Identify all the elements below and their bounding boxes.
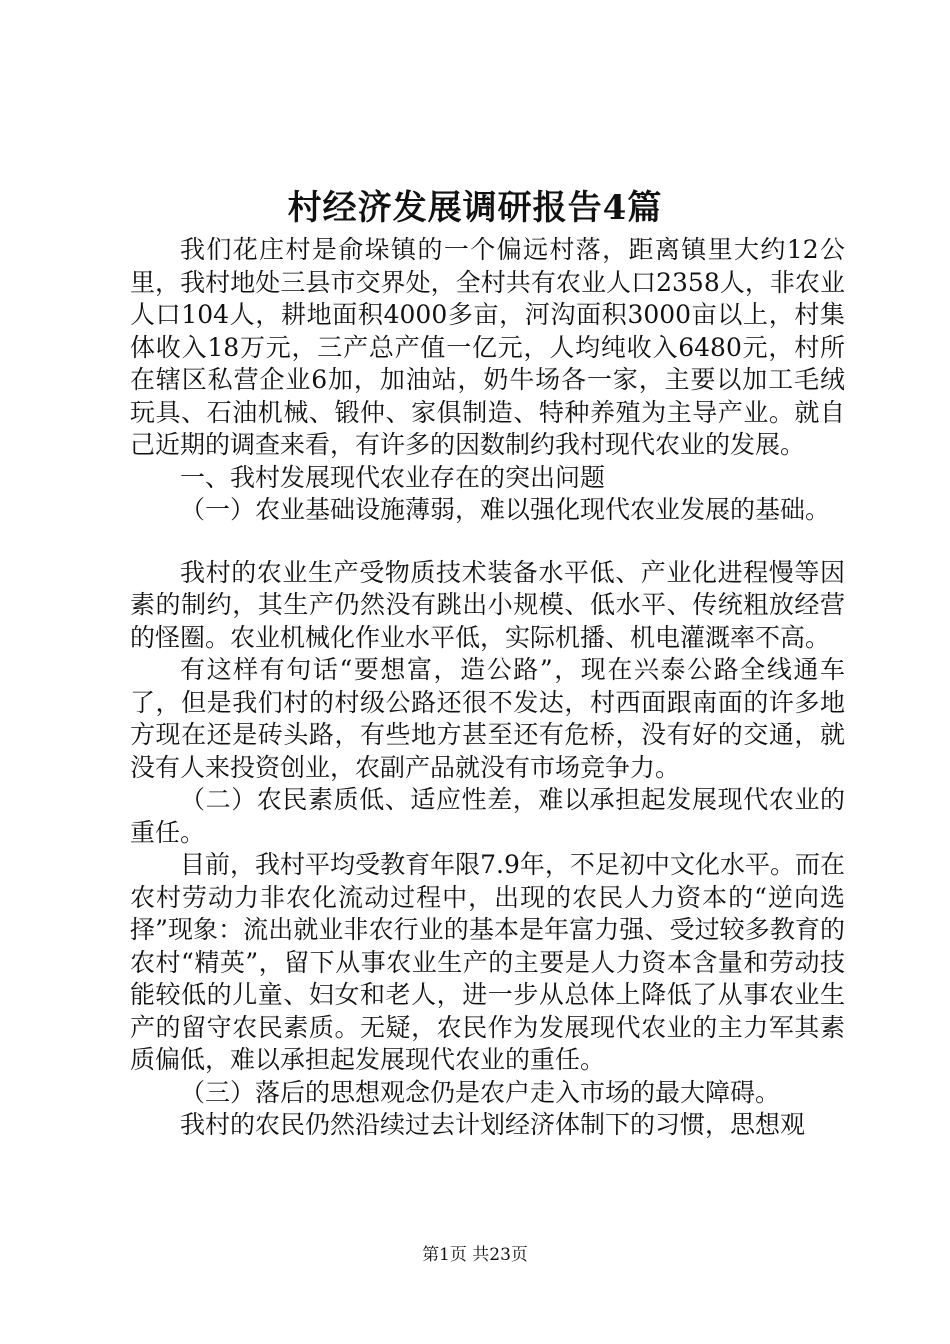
section-heading-1: 一、我村发展现代农业存在的突出问题	[180, 462, 606, 492]
document-title: 村经济发展调研报告4篇	[287, 188, 663, 228]
paragraph-roads: 有这样有句话“要想富，造公路”，现在兴泰公路全线通车了，但是我们村的村级公路还很不发达，村西面跟南面的许多地方现在还是砖头路，有些地方甚至还有危桥，没有好的交通，就没有人来投资创业，农副产品就没有市场竞争力。	[130, 655, 845, 782]
subsection-heading-2: （二）农民素质低、适应性差，难以承担起发展现代农业的重任。	[130, 785, 845, 847]
paragraph-education: 目前，我村平均受教育年限7.9年，不足初中文化水平。而在农村劳动力非农化流动过程中，出现的农民人力资本的“逆向选择”现象：流出就业非农行业的基本是年富力强、受过较多教育的农村“精英”，留下从事农业生产的主要是人力资本含量和劳动技能较低的儿童、妇女和老人，进一步从总体上降低了从事农业生产的留守农民素质。无疑，农民作为发展现代农业的主力军其素质偏低，难以承担起发展现代农业的重任。	[130, 850, 845, 1074]
paragraph-intro: 我们花庄村是俞垛镇的一个偏远村落，距离镇里大约12公里，我村地处三县市交界处，全村共有农业人口2358人，非农业人口104人，耕地面积4000多亩，河沟面积3000亩以上，村集体收入18万元，三产总产值一亿元，人均纯收入6480元，村所在辖区私营企业6加，加油站，奶牛场各一家，主要以加工毛绒玩具、石油机械、锻仲、家俱制造、特种养殖为主导产业。就自己近期的调查来看，有许多的因数制约我村现代农业的发展。	[130, 235, 845, 459]
page-footer: 第1页 共23页	[422, 1245, 528, 1265]
document-body	[130, 234, 845, 1142]
paragraph-infrastructure: 我村的农业生产受物质技术装备水平低、产业化进程慢等因素的制约，其生产仍然没有跳出小规模、低水平、传统粗放经营的怪圈。农业机械化作业水平低，实际机播、机电灌溉率不高。	[130, 557, 845, 652]
subsection-heading-3: （三）落后的思想观念仍是农户走入市场的最大障碍。	[180, 1077, 781, 1107]
subsection-heading-1: （一）农业基础设施薄弱，难以强化现代农业发展的基础。	[180, 495, 831, 524]
paragraph-mindset: 我村的农民仍然沿续过去计划经济体制下的习惯，思想观	[180, 1110, 806, 1139]
